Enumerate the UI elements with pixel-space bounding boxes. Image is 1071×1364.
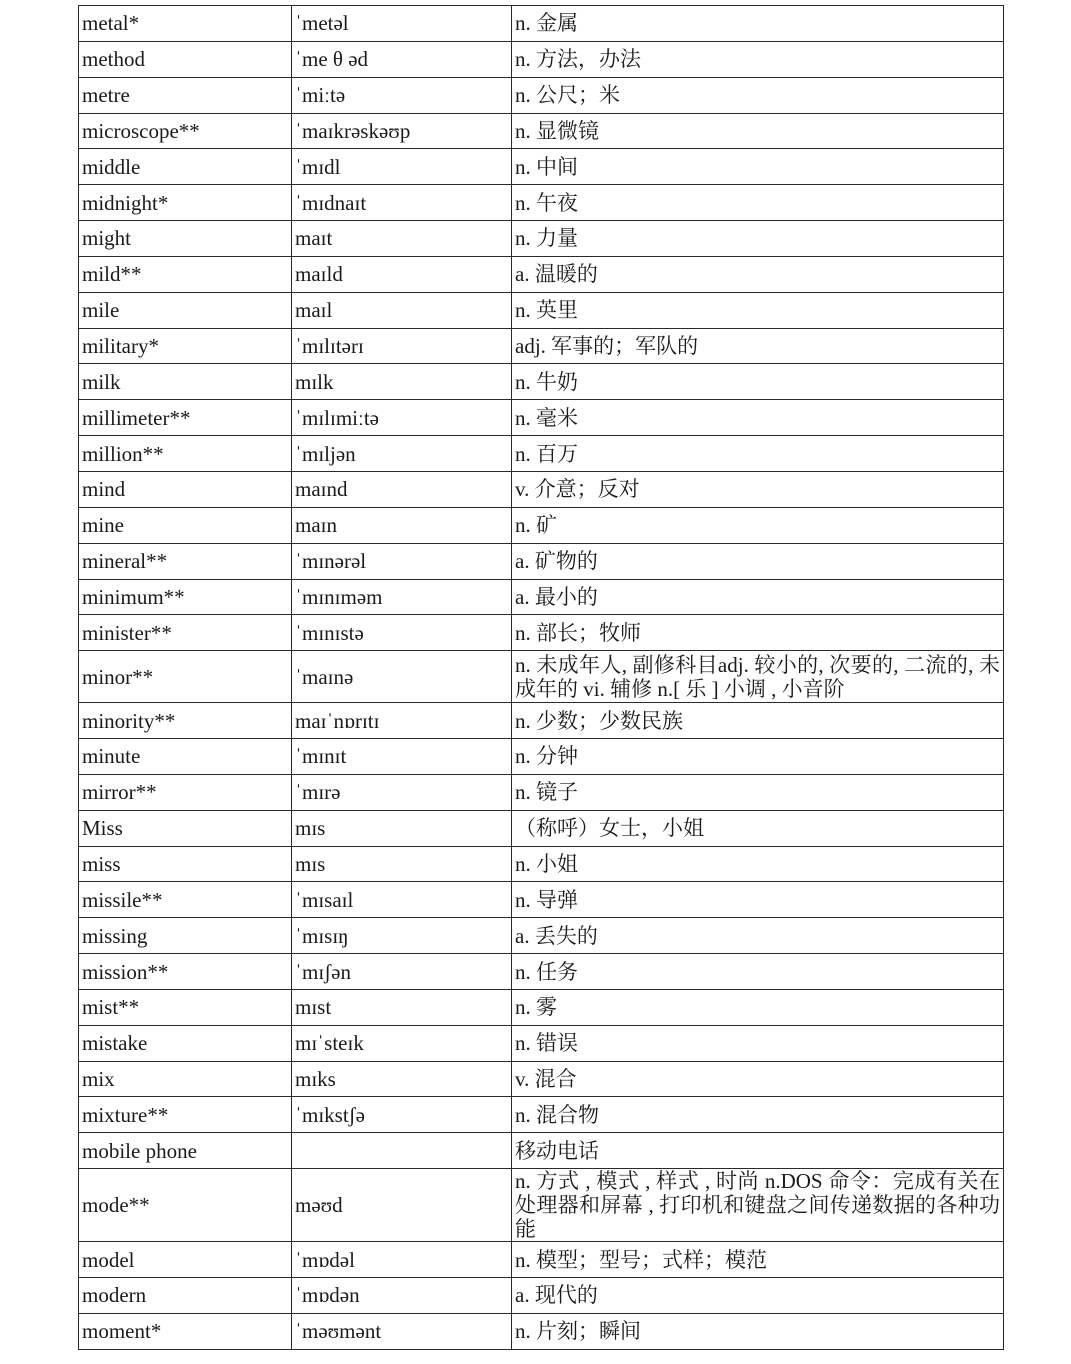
phonetic-cell: ˈmɪsaɪl [292, 882, 512, 918]
word-cell: mirror** [79, 774, 292, 810]
word-cell: missing [79, 918, 292, 954]
word-cell: modern [79, 1278, 292, 1314]
meaning-cell: （称呼）女士，小姐 [512, 810, 1004, 846]
meaning-cell: a. 矿物的 [512, 543, 1004, 579]
word-cell: miss [79, 846, 292, 882]
phonetic-cell: mɪs [292, 810, 512, 846]
phonetic-cell [292, 1133, 512, 1169]
table-row [79, 77, 1004, 113]
meaning-cell: n. 金属 [512, 6, 1004, 42]
phonetic-cell: ˈmɪkstʃə [292, 1097, 512, 1133]
word-cell: million** [79, 436, 292, 472]
table-row [79, 1169, 1004, 1242]
meaning-cell: n. 牛奶 [512, 364, 1004, 400]
meaning-cell: n. 部长；牧师 [512, 615, 1004, 651]
table-row [79, 400, 1004, 436]
phonetic-cell: maɪld [292, 256, 512, 292]
meaning-cell: n. 导弹 [512, 882, 1004, 918]
word-cell: minute [79, 739, 292, 775]
phonetic-cell: ˈmaɪnə [292, 651, 512, 703]
word-cell: Miss [79, 810, 292, 846]
vocabulary-table [78, 5, 1004, 1350]
word-cell: metre [79, 77, 292, 113]
phonetic-cell: ˈmɪnərəl [292, 543, 512, 579]
meaning-cell: n. 混合物 [512, 1097, 1004, 1133]
phonetic-cell: ˈmiːtə [292, 77, 512, 113]
word-cell: mission** [79, 954, 292, 990]
phonetic-cell: ˈmɪlɪtərɪ [292, 328, 512, 364]
phonetic-cell: ˈmɪdl [292, 149, 512, 185]
word-cell: mile [79, 292, 292, 328]
phonetic-cell: maɪˈnɒrɪtɪ [292, 703, 512, 739]
phonetic-cell: ˈmɪnɪstə [292, 615, 512, 651]
meaning-cell: a. 最小的 [512, 579, 1004, 615]
phonetic-cell: ˈmaɪkrəskəʊp [292, 113, 512, 149]
word-cell: mixture** [79, 1097, 292, 1133]
phonetic-cell: maɪt [292, 221, 512, 257]
phonetic-cell: ˈməʊmənt [292, 1313, 512, 1349]
table-row [79, 989, 1004, 1025]
word-cell: middle [79, 149, 292, 185]
table-row [79, 739, 1004, 775]
word-cell: model [79, 1242, 292, 1278]
meaning-cell: n. 午夜 [512, 185, 1004, 221]
table-row [79, 1313, 1004, 1349]
word-cell: mix [79, 1061, 292, 1097]
phonetic-cell: ˈmɪnɪməm [292, 579, 512, 615]
word-cell: mine [79, 507, 292, 543]
phonetic-cell: mɪst [292, 989, 512, 1025]
meaning-cell: n. 力量 [512, 221, 1004, 257]
word-cell: might [79, 221, 292, 257]
table-row [79, 507, 1004, 543]
meaning-cell: n. 矿 [512, 507, 1004, 543]
phonetic-cell: ˈmɪdnaɪt [292, 185, 512, 221]
table-row [79, 364, 1004, 400]
phonetic-cell: məʊd [292, 1169, 512, 1242]
phonetic-cell: ˈmɪlɪmiːtə [292, 400, 512, 436]
table-row [79, 1133, 1004, 1169]
phonetic-cell: mɪlk [292, 364, 512, 400]
table-row [79, 774, 1004, 810]
meaning-cell: n. 少数；少数民族 [512, 703, 1004, 739]
word-cell: microscope** [79, 113, 292, 149]
table-row [79, 1025, 1004, 1061]
table-row [79, 954, 1004, 990]
word-cell: mind [79, 471, 292, 507]
vocabulary-table-body [79, 6, 1004, 1350]
table-row [79, 1242, 1004, 1278]
phonetic-cell: ˈmɒdəl [292, 1242, 512, 1278]
word-cell: minority** [79, 703, 292, 739]
meaning-cell: a. 温暖的 [512, 256, 1004, 292]
table-row [79, 651, 1004, 703]
table-row [79, 918, 1004, 954]
word-cell: mode** [79, 1169, 292, 1242]
table-row [79, 221, 1004, 257]
meaning-cell: n. 模型；型号；式样；模范 [512, 1242, 1004, 1278]
table-row [79, 579, 1004, 615]
word-cell: missile** [79, 882, 292, 918]
phonetic-cell: ˈme θ əd [292, 41, 512, 77]
meaning-cell: n. 片刻；瞬间 [512, 1313, 1004, 1349]
word-cell: metal* [79, 6, 292, 42]
phonetic-cell: ˈmɒdən [292, 1278, 512, 1314]
meaning-cell: n. 镜子 [512, 774, 1004, 810]
phonetic-cell: maɪnd [292, 471, 512, 507]
meaning-cell: v. 介意；反对 [512, 471, 1004, 507]
meaning-cell: n. 分钟 [512, 739, 1004, 775]
phonetic-cell: mɪs [292, 846, 512, 882]
phonetic-cell: mɪks [292, 1061, 512, 1097]
phonetic-cell: maɪl [292, 292, 512, 328]
meaning-cell: n. 中间 [512, 149, 1004, 185]
meaning-cell: n. 方法，办法 [512, 41, 1004, 77]
table-row [79, 113, 1004, 149]
word-cell: midnight* [79, 185, 292, 221]
table-row [79, 185, 1004, 221]
word-cell: millimeter** [79, 400, 292, 436]
meaning-cell: n. 方式 , 模式 , 样式 , 时尚 n.DOS 命令：完成有关在处理器和屏幕 , 打印机和键盘之间传递数据的各种功能 [512, 1169, 1004, 1242]
meaning-cell: n. 任务 [512, 954, 1004, 990]
table-row [79, 328, 1004, 364]
word-cell: moment* [79, 1313, 292, 1349]
phonetic-cell: ˈmɪsɪŋ [292, 918, 512, 954]
table-row [79, 810, 1004, 846]
table-row [79, 471, 1004, 507]
table-row [79, 1278, 1004, 1314]
phonetic-cell: ˈmɪʃən [292, 954, 512, 990]
word-cell: mineral** [79, 543, 292, 579]
meaning-cell: n. 公尺；米 [512, 77, 1004, 113]
word-cell: minimum** [79, 579, 292, 615]
phonetic-cell: ˈmɪljən [292, 436, 512, 472]
meaning-cell: a. 现代的 [512, 1278, 1004, 1314]
table-row [79, 256, 1004, 292]
meaning-cell: n. 百万 [512, 436, 1004, 472]
meaning-cell: 移动电话 [512, 1133, 1004, 1169]
table-row [79, 41, 1004, 77]
table-row [79, 615, 1004, 651]
word-cell: mistake [79, 1025, 292, 1061]
word-cell: method [79, 41, 292, 77]
table-row [79, 436, 1004, 472]
table-row [79, 1061, 1004, 1097]
meaning-cell: n. 毫米 [512, 400, 1004, 436]
table-row [79, 6, 1004, 42]
word-cell: mild** [79, 256, 292, 292]
meaning-cell: n. 未成年人, 副修科目adj. 较小的, 次要的, 二流的, 未成年的 vi. 辅修 n.[ 乐 ] 小调 , 小音阶 [512, 651, 1004, 703]
meaning-cell: n. 错误 [512, 1025, 1004, 1061]
word-cell: military* [79, 328, 292, 364]
phonetic-cell: mɪˈsteɪk [292, 1025, 512, 1061]
meaning-cell: a. 丢失的 [512, 918, 1004, 954]
meaning-cell: n. 显微镜 [512, 113, 1004, 149]
word-cell: mobile phone [79, 1133, 292, 1169]
meaning-cell: n. 小姐 [512, 846, 1004, 882]
table-row [79, 882, 1004, 918]
meaning-cell: v. 混合 [512, 1061, 1004, 1097]
table-row [79, 703, 1004, 739]
meaning-cell: n. 雾 [512, 989, 1004, 1025]
meaning-cell: adj. 军事的；军队的 [512, 328, 1004, 364]
table-row [79, 543, 1004, 579]
table-row [79, 292, 1004, 328]
phonetic-cell: maɪn [292, 507, 512, 543]
phonetic-cell: ˈmetəl [292, 6, 512, 42]
phonetic-cell: ˈmɪrə [292, 774, 512, 810]
table-row [79, 1097, 1004, 1133]
word-cell: mist** [79, 989, 292, 1025]
meaning-cell: n. 英里 [512, 292, 1004, 328]
word-cell: minor** [79, 651, 292, 703]
word-cell: minister** [79, 615, 292, 651]
table-row [79, 846, 1004, 882]
table-row [79, 149, 1004, 185]
phonetic-cell: ˈmɪnɪt [292, 739, 512, 775]
word-cell: milk [79, 364, 292, 400]
